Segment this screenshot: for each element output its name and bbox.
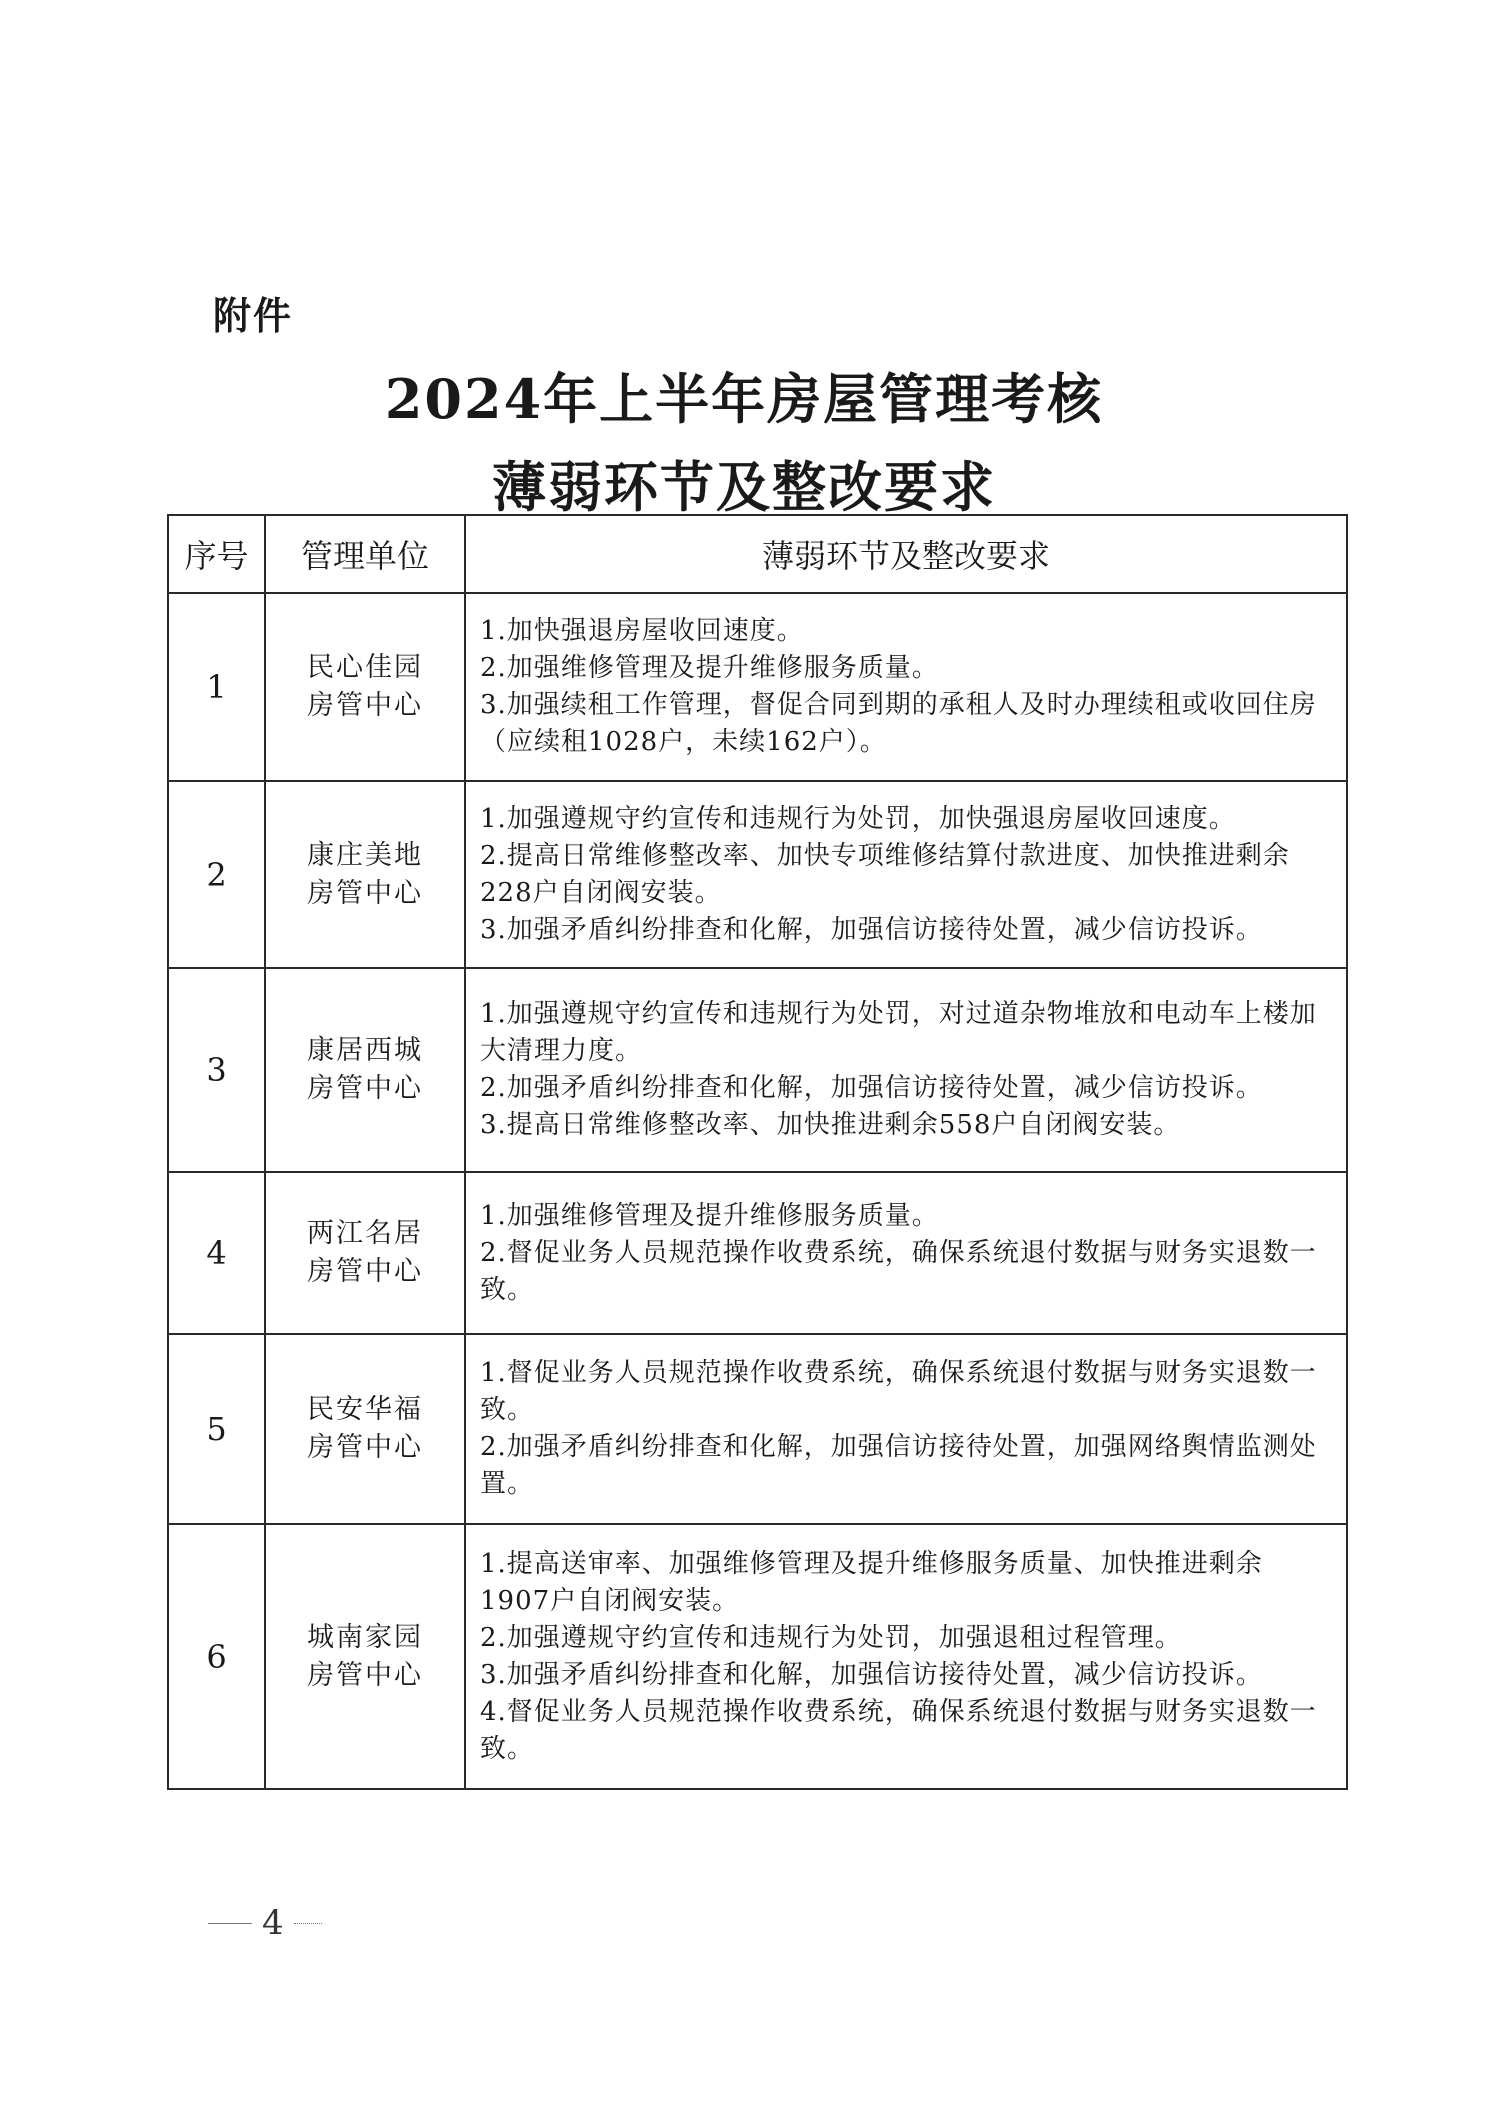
page-number: 4 — [262, 1903, 284, 1943]
footer-dash-left — [208, 1923, 252, 1924]
unit-type: 房管中心 — [307, 1659, 423, 1691]
row-index: 2 — [168, 781, 265, 968]
table-row — [168, 781, 1347, 968]
footer-dash-right — [294, 1923, 322, 1924]
requirement-item: 2.提高日常维修整改率、加快专项维修结算付款进度、加快推进剩余228户自闭阀安装。 — [480, 840, 1290, 908]
row-requirements — [465, 1334, 1347, 1524]
requirement-item: 1.加强维修管理及提升维修服务质量。 — [480, 1200, 939, 1231]
requirement-item: 2.加强矛盾纠纷排查和化解，加强信访接待处置，减少信访投诉。 — [480, 1073, 1263, 1103]
requirement-item: 1.督促业务人员规范操作收费系统，确保系统退付数据与财务实退数一致。 — [480, 1358, 1317, 1425]
table-row — [168, 1172, 1347, 1334]
table-row — [168, 593, 1347, 781]
header-unit: 管理单位 — [265, 515, 465, 593]
row-requirements — [465, 1172, 1347, 1334]
unit-type: 房管中心 — [307, 1256, 423, 1287]
unit-name: 两江名居 — [307, 1218, 423, 1249]
row-requirements — [465, 593, 1347, 781]
row-unit — [265, 1334, 465, 1524]
unit-type: 房管中心 — [307, 1432, 423, 1463]
requirement-item: 1.加快强退房屋收回速度。 — [480, 616, 804, 646]
requirement-item: 2.加强遵规守约宣传和违规行为处罚，加强退租过程管理。 — [480, 1622, 1182, 1653]
row-requirements — [465, 1524, 1347, 1789]
requirement-item: 3.加强矛盾纠纷排查和化解，加强信访接待处置，减少信访投诉。 — [480, 914, 1263, 945]
row-unit — [265, 781, 465, 968]
requirement-item: 2.加强矛盾纠纷排查和化解，加强信访接待处置，加强网络舆情监测处置。 — [480, 1432, 1317, 1499]
row-unit — [265, 1524, 465, 1789]
row-index: 5 — [168, 1334, 265, 1524]
assessment-table — [167, 514, 1348, 1790]
unit-name: 民心佳园 — [307, 652, 423, 683]
requirement-item: 3.加强矛盾纠纷排查和化解，加强信访接待处置，减少信访投诉。 — [480, 1659, 1263, 1690]
requirement-item: 3.提高日常维修整改率、加快推进剩余558户自闭阀安装。 — [480, 1110, 1181, 1140]
requirement-item: 3.加强续租工作管理，督促合同到期的承租人及时办理续租或收回住房（应续租1028户，未续162户）。 — [480, 690, 1317, 757]
header-requirements: 薄弱环节及整改要求 — [465, 515, 1347, 593]
unit-name: 民安华福 — [307, 1394, 423, 1425]
row-unit — [265, 968, 465, 1172]
requirement-item: 4.督促业务人员规范操作收费系统，确保系统退付数据与财务实退数一致。 — [480, 1696, 1317, 1764]
requirement-item: 2.加强维修管理及提升维修服务质量。 — [480, 653, 939, 683]
page-footer — [208, 1903, 322, 1943]
document-title-line-1: 2024年上半年房屋管理考核 — [384, 367, 1104, 431]
row-index: 3 — [168, 968, 265, 1172]
header-index: 序号 — [168, 515, 265, 593]
row-unit — [265, 1172, 465, 1334]
row-requirements — [465, 781, 1347, 968]
unit-type: 房管中心 — [307, 1073, 423, 1104]
table-row — [168, 1334, 1347, 1524]
table-header-row — [168, 515, 1347, 593]
requirement-item: 1.加强遵规守约宣传和违规行为处罚，加快强退房屋收回速度。 — [480, 803, 1236, 834]
unit-name: 康庄美地 — [307, 839, 423, 871]
document-title-line-2: 薄弱环节及整改要求 — [492, 455, 996, 519]
row-index: 6 — [168, 1524, 265, 1789]
requirement-item: 1.加强遵规守约宣传和违规行为处罚，对过道杂物堆放和电动车上楼加大清理力度。 — [480, 999, 1317, 1066]
row-index: 1 — [168, 593, 265, 781]
unit-name: 城南家园 — [307, 1621, 423, 1653]
requirement-item: 1.提高送审率、加强维修管理及提升维修服务质量、加快推进剩余1907户自闭阀安装。 — [480, 1548, 1263, 1616]
table-row — [168, 1524, 1347, 1789]
row-unit — [265, 593, 465, 781]
unit-type: 房管中心 — [307, 690, 423, 721]
table-row — [168, 968, 1347, 1172]
row-index: 4 — [168, 1172, 265, 1334]
requirement-item: 2.督促业务人员规范操作收费系统，确保系统退付数据与财务实退数一致。 — [480, 1237, 1317, 1305]
row-requirements — [465, 968, 1347, 1172]
unit-name: 康居西城 — [307, 1035, 423, 1066]
unit-type: 房管中心 — [307, 877, 423, 909]
attachment-label: 附件 — [213, 294, 294, 338]
